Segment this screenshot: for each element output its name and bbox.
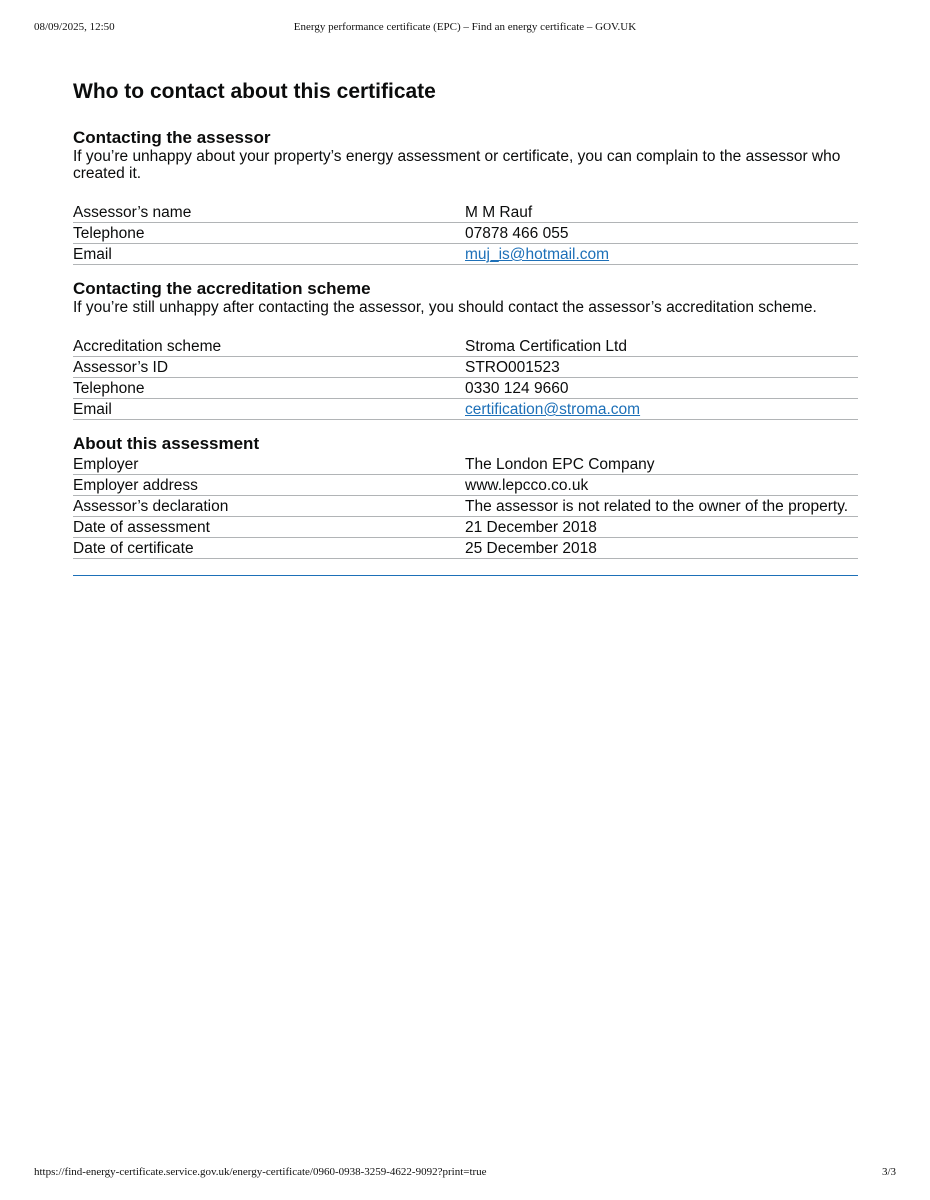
accreditation-heading: Contacting the accreditation scheme bbox=[73, 279, 371, 298]
assessment-heading: About this assessment bbox=[73, 434, 260, 453]
row-value bbox=[465, 244, 858, 265]
assessor-email-link[interactable]: muj_is@hotmail.com bbox=[465, 246, 610, 263]
table-row bbox=[73, 517, 858, 538]
row-value: The London EPC Company bbox=[465, 454, 858, 475]
table-row bbox=[73, 378, 858, 399]
row-label: Date of assessment bbox=[73, 517, 465, 538]
row-label: Employer address bbox=[73, 475, 465, 496]
row-label: Email bbox=[73, 399, 465, 420]
row-value: 07878 466 055 bbox=[465, 223, 858, 244]
print-page-number: 3/3 bbox=[881, 1166, 896, 1178]
print-footer bbox=[34, 1166, 896, 1182]
accreditation-intro: If you’re still unhappy after contacting the assessor, you should contact the assessor’s accreditation scheme. bbox=[73, 299, 817, 316]
section-divider bbox=[73, 575, 858, 576]
accreditation-email-link[interactable]: certification@stroma.com bbox=[465, 401, 641, 418]
page-title: Who to contact about this certificate bbox=[73, 80, 436, 103]
table-row bbox=[73, 357, 858, 378]
table-row bbox=[73, 538, 858, 559]
accreditation-section bbox=[73, 279, 858, 420]
assessor-heading: Contacting the assessor bbox=[73, 128, 271, 147]
assessor-table bbox=[73, 202, 858, 265]
row-value: 25 December 2018 bbox=[465, 538, 858, 559]
row-label: Assessor’s declaration bbox=[73, 496, 465, 517]
table-row bbox=[73, 336, 858, 357]
main-content bbox=[73, 78, 858, 576]
assessor-section bbox=[73, 128, 858, 265]
table-row bbox=[73, 496, 858, 517]
print-page-title: Energy performance certificate (EPC) – Find an energy certificate – GOV.UK bbox=[293, 21, 637, 33]
assessor-intro: If you’re unhappy about your property’s energy assessment or certificate, you can complain to the assessor who created it. bbox=[73, 148, 841, 182]
table-row bbox=[73, 399, 858, 420]
row-value: STRO001523 bbox=[465, 357, 858, 378]
row-label: Telephone bbox=[73, 378, 465, 399]
row-value: The assessor is not related to the owner of the property. bbox=[465, 496, 858, 517]
table-row bbox=[73, 475, 858, 496]
row-label: Telephone bbox=[73, 223, 465, 244]
row-label: Employer bbox=[73, 454, 465, 475]
row-value: www.lepcco.co.uk bbox=[465, 475, 858, 496]
row-label: Assessor’s ID bbox=[73, 357, 465, 378]
accreditation-table bbox=[73, 336, 858, 420]
row-value: M M Rauf bbox=[465, 202, 858, 223]
table-row bbox=[73, 454, 858, 475]
row-value: Stroma Certification Ltd bbox=[465, 336, 858, 357]
row-value: 21 December 2018 bbox=[465, 517, 858, 538]
print-datetime: 08/09/2025, 12:50 bbox=[34, 21, 115, 33]
row-label: Date of certificate bbox=[73, 538, 465, 559]
assessment-table bbox=[73, 454, 858, 559]
table-row bbox=[73, 244, 858, 265]
assessment-section bbox=[73, 434, 858, 559]
print-header bbox=[34, 21, 896, 37]
table-row bbox=[73, 223, 858, 244]
print-url: https://find-energy-certificate.service.gov.uk/energy-certificate/0960-0938-3259-4622-9092?print=true bbox=[34, 1166, 487, 1178]
row-label: Assessor’s name bbox=[73, 202, 465, 223]
row-label: Email bbox=[73, 244, 465, 265]
table-row bbox=[73, 202, 858, 223]
row-label: Accreditation scheme bbox=[73, 336, 465, 357]
row-value: 0330 124 9660 bbox=[465, 378, 858, 399]
row-value bbox=[465, 399, 858, 420]
